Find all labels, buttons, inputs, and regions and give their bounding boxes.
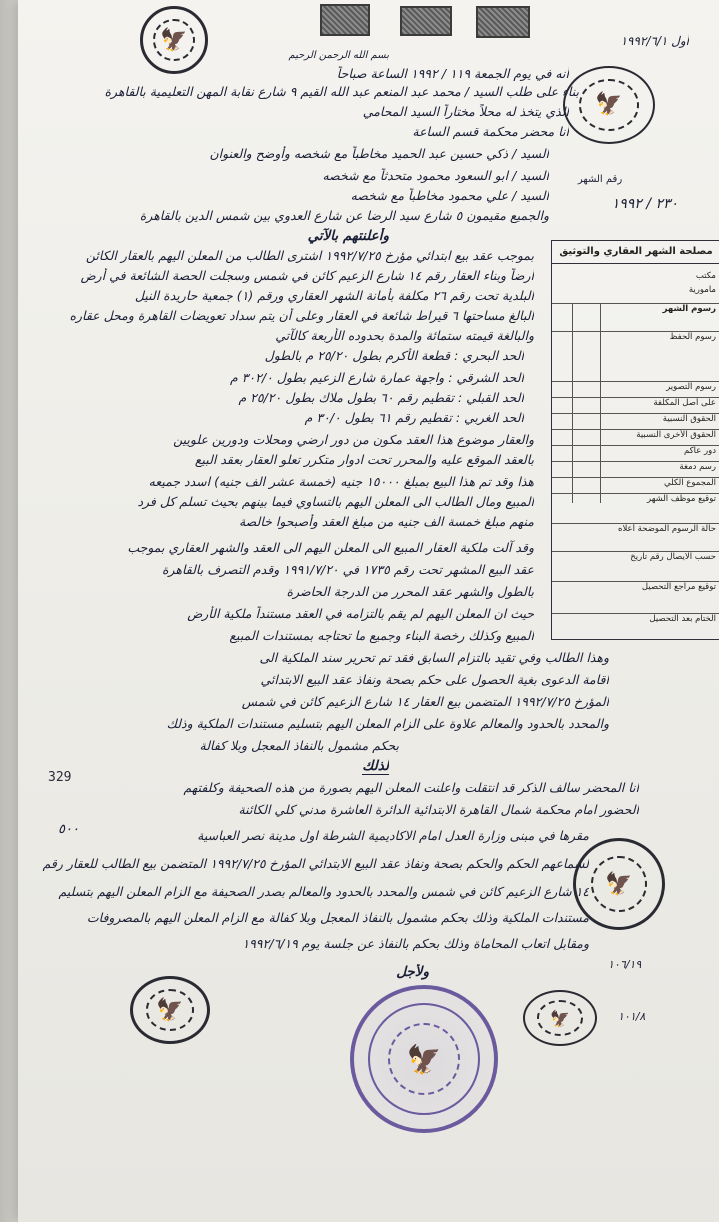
body2-line-4: المبيع ومال الطالب الى المعلن اليهم بالتساوي فيما بينهم بحيث تسلم كل فرد: [137, 494, 534, 509]
registry-row-7: رسم دمغة: [552, 461, 719, 472]
registry-row-1: رسوم الحفظ: [552, 331, 719, 342]
body3-line-7: اقامة الدعوى بغية الحصول على حكم بصحة ونفاذ عقد البيع الابتدائي: [260, 672, 609, 687]
crest-icon: 🦅: [595, 92, 623, 118]
body-line-2: أرضاً وبناء العقار رقم ١٤ شارع الزعيم كائن في شمس وسجلت الحصة الشائعة في أرض: [80, 268, 534, 283]
eagle-emblem-icon: 🦅: [406, 1042, 442, 1076]
body2-line-3: هذا وقد تم هذا البيع بمبلغ ١٥٠٠٠ جنيه (خمسة عشر الف جنيه) اسدد جميعه: [148, 474, 534, 489]
intro-line-4: أنا محضر محكمة قسم الساعة: [412, 124, 569, 139]
body-line-1: بموجب عقد بيع ابتدائي مؤرخ ١٩٩٢/٧/٢٥ اشترى الطالب من المعلن اليهم بالعقار الكائن: [85, 248, 534, 263]
date-topright: أول ١٩٩٢/٦/١: [620, 34, 689, 48]
registry-row-12: توقيع مراجع التحصيل: [552, 581, 719, 592]
eagle-emblem-icon: 🦅: [605, 871, 633, 897]
registry-row-2: رسوم التصوير: [552, 381, 719, 392]
recipient-2: السيد / ابو السعود محمود متحدثاً مع شخصه: [322, 168, 549, 183]
registry-row-8: المجموع الكلي: [552, 477, 719, 488]
body3-line-1: وقد آلت ملكية العقار المبيع الى المعلن اليهم الى العقد والشهر العقاري بموجب: [127, 540, 534, 555]
final-line-3: مقرها في مبنى وزارة العدل امام الاكاديمية الشرطة اول مدينة نصر العباسية: [197, 828, 589, 843]
header-line: بسم الله الرحمن الرحيم: [288, 50, 389, 61]
boundary-east: الحد الشرقي : واجهة عمارة شارع الزعيم بطول ٣٠٢/٠ م: [230, 370, 524, 385]
eagle-emblem-icon: 🦅: [156, 997, 184, 1023]
bottom-note-1: ١٠٦/١٩: [608, 958, 642, 971]
intro-line-1: أنه في يوم الجمعة ١١٩ / ١٩٩٢ الساعة صباحاً: [336, 66, 569, 81]
final-line-2: الحضور امام محكمة شمال القاهرة الابتدائية الدائرة العاشرة مدني كلي الكائنة: [238, 802, 639, 817]
registry-column-divider-1: [572, 303, 573, 503]
recipient-1: السيد / ذكي حسين عبد الحميد مخاطباً مع شخصه وأوضح والعنوان: [209, 146, 549, 161]
registry-row-3: على أصل المكلفة: [552, 397, 719, 408]
registry-row-10: حالة الرسوم الموضحة أعلاه: [552, 523, 719, 534]
body2-line-5: منهم مبلغ خمسة الف جنيه من مبلغ العقد وأصبحوا خالصة: [238, 514, 534, 529]
bottom-left-seal: [130, 976, 210, 1044]
closing: ولأجل: [396, 964, 429, 980]
body2-line-1: والعقار موضوع هذا العقد مكون من دور ارضي ومحلات ودورين علويين: [173, 432, 534, 447]
mid-right-seal: [573, 838, 665, 930]
body3-line-4: حيث ان المعلن اليهم لم يقم بالتزامه في العقد مستنداً ملكية الأرض: [187, 606, 534, 621]
body3-line-10: بحكم مشمول بالنفاذ المعجل وبلا كفالة: [199, 738, 399, 753]
revenue-stamp-2: [400, 6, 452, 36]
body3-line-3: بالطول والشهر عقد المحرر من الدرجة الحاضرة: [286, 584, 534, 599]
final-line-1: انا المحضر سالف الذكر قد انتقلت واعلنت المعلن اليهم بصورة من هذه الصحيفة وكلفتهم: [183, 780, 639, 795]
registry-row-4: الحقوق النسبية: [552, 413, 719, 424]
final-line-4: لسماعهم الحكم والحكم بصحة ونفاذ عقد البيع الابتدائي المؤرخ ١٩٩٢/٧/٢٥ المتضمن بيع الطالب للعقار رقم: [42, 856, 589, 871]
body-line-5: والبالغة قيمته ستمائة والمدة بحدوده الأربعة كالآتي: [275, 328, 534, 343]
body3-line-6: وهذا الطالب وفي تقيد بالتزام السابق فقد تم تحرير سند الملكية الى: [259, 650, 609, 665]
boundary-south: الحد القبلي : تقطيم رقم ٦٠ بطول ملاك بطول ٢٥/٢٠ م: [238, 390, 524, 405]
registry-row-9: توقيع موظف الشهر: [552, 493, 719, 504]
eagle-emblem-icon: 🦅: [550, 1008, 570, 1028]
bottom-note-2: ١٠١/٨: [618, 1010, 646, 1023]
body3-line-8: المؤرخ ١٩٩٢/٧/٢٥ المتضمن بيع العقار ١٤ شارع الزعيم كائن في شمس: [241, 694, 609, 709]
intro-line-2: بناء على طلب السيد / محمد عبد المنعم عبد الله القيم ٩ شارع نقابة المهن التعليمية بالقاهرة: [104, 84, 579, 99]
registry-row-13: الختام بعد التحصيل: [552, 613, 719, 624]
stamp-no-value: ٢٣٠ / ١٩٩٢: [611, 196, 678, 212]
margin-side-number: ٥٠٠: [58, 822, 79, 837]
revenue-stamp-1: [320, 4, 370, 36]
registry-fees-header: رسوم الشهر: [552, 303, 719, 314]
body3-line-5: المبيع وكذلك رخصة البناء وجميع ما تحتاجه بمستندات المبيع: [229, 628, 534, 643]
registry-row-6: دور عاكم: [552, 445, 719, 456]
revenue-stamp-3: [476, 6, 530, 38]
therefore-heading: لذلك: [362, 758, 389, 774]
registry-office: مكتب: [695, 271, 716, 281]
intro-line-3: الذي يتخذ له محلاً مختاراً السيد المحامي: [362, 104, 569, 119]
boundary-west: الحد الغربي : تقطيم رقم ٦١ بطول ٣٠/٠ م: [304, 410, 524, 425]
registry-row-11: حسب الايصال رقم تاريخ: [552, 551, 719, 562]
body3-line-2: عقد البيع المشهر تحت رقم ١٧٣٥ في ١٩٩١/٧/٢٠ وقدم التصرف بالقاهرة: [161, 562, 534, 577]
registry-fees-box: [551, 240, 719, 640]
margin-number: 329: [48, 770, 72, 785]
final-line-6: مستندات الملكية وذلك بحكم مشمول بالنفاذ المعجل وبلا كفالة مع الزام المعلن اليهم بالمصروفات: [86, 910, 589, 925]
stamp-no-label: رقم الشهر: [577, 174, 623, 185]
registry-title: مصلحة الشهر العقاري والتوثيق: [552, 241, 719, 264]
body2-line-2: بالعقد الموقع عليه والمحرر تحت ادوار متكرر تعلو العقار بعقد البيع: [194, 452, 534, 467]
document-page: [18, 0, 719, 1222]
final-line-5: ١٤ شارع الزعيم كائن في شمس والمحدد بالحدود والمعالم بصدر الصحيفة مع الزام المعلن اليهم بتسليم: [58, 884, 589, 899]
top-right-seal: [563, 66, 655, 144]
registry-row-5: الحقوق الأخرى النسبية: [552, 429, 719, 440]
purple-official-seal: [350, 985, 498, 1133]
final-line-7: ومقابل اتعاب المحاماة وذلك بحكم بالنفاذ عن جلسة يوم ١٩٩٢/٦/١٩: [242, 936, 589, 951]
registry-office-sub: مأمورية: [688, 285, 716, 295]
registry-column-divider-2: [600, 303, 601, 503]
recipient-3: السيد / علي محمود مخاطباً مع شخصه: [350, 188, 549, 203]
notice-title: وأعلنتهم بالآتي: [307, 228, 389, 244]
body3-line-9: والمحدد بالحدود والمعالم علاوة على الزام المعلن اليهم بتسليم مستندات الملكية وذلك: [166, 716, 609, 731]
page-shadow: [0, 0, 18, 1222]
bottom-right-seal: [523, 990, 597, 1046]
eagle-emblem-icon: 🦅: [160, 27, 188, 53]
recipient-4: والجميع مقيمون ٥ شارع سيد الرضا عن شارع العدوي بين شمس الدين بالقاهرة: [139, 208, 549, 223]
boundary-north: الحد البحري : قطعة الأكرم بطول ٢٥/٢٠ م بالطول: [264, 348, 524, 363]
body-line-3: البلدية تحت رقم ٢٦ مكلفة بأمانة الشهر العقاري ورقم (١) جمعية حاريدة النيل: [134, 288, 534, 303]
top-left-seal: [140, 6, 208, 74]
body-line-4: البالغ مساحتها ٦ قيراط شائعة في العقار وعلى أن يتم سداد تعويضات القاهرة ومحل عقاره: [69, 308, 534, 323]
